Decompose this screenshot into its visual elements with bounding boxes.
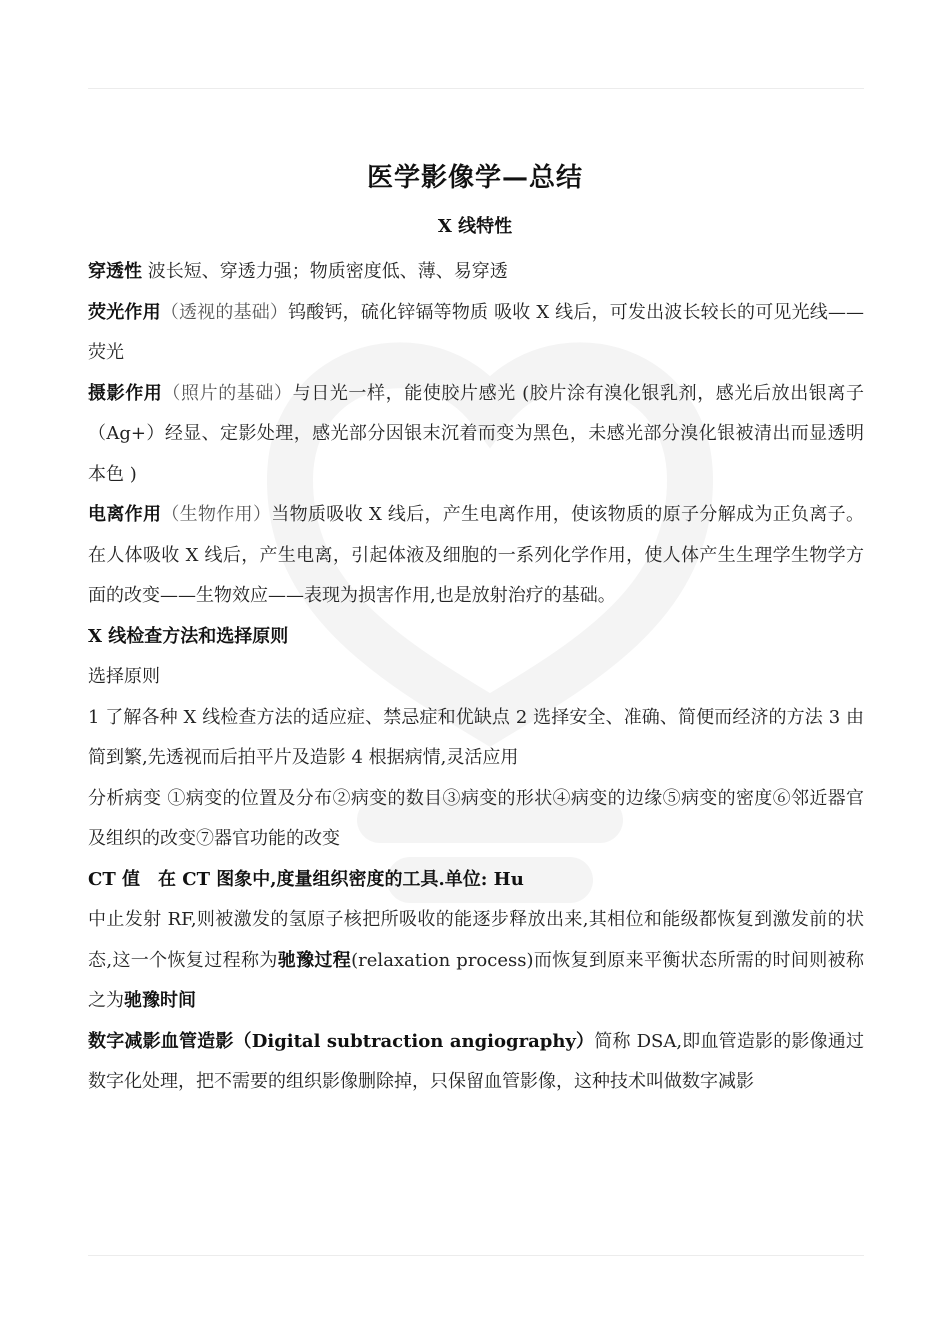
ionization-text: 当物质吸收 X 线后，产生电离作用，使该物质的原子分解成为正负离子。在人体吸收 X 线后，产生电离，引起体液及细胞的一系列化学作用，使人体产生生理学生物学方面的改变——生物效应——表现为损害作用,也是放射治疗的基础。 bbox=[88, 504, 865, 606]
photography-paren: （照片的基础） bbox=[162, 382, 293, 404]
relaxation-text-1: 中止发射 RF,则被激发的氢原子核把所吸收的能逐步释放出来,其相位和能级都恢复到激发前的状态,这一个恢复过程称为 bbox=[88, 909, 864, 971]
relaxation-term-1: 驰豫过程 bbox=[277, 949, 352, 971]
ct-heading: CT 值 在 CT 图象中,度量组织密度的工具.单位: Hu bbox=[88, 868, 524, 890]
relaxation-term-2: 驰豫时间 bbox=[124, 990, 196, 1011]
fluorescence-term: 荧光作用 bbox=[88, 301, 161, 323]
ionization-paragraph bbox=[88, 495, 864, 617]
bottom-divider bbox=[88, 1255, 864, 1256]
dsa-paragraph bbox=[88, 1022, 864, 1103]
section-subtitle: X 线特性 bbox=[437, 216, 513, 237]
fluorescence-paren: （透视的基础） bbox=[160, 301, 289, 323]
methods-heading: X 线检查方法和选择原则 bbox=[88, 625, 289, 647]
photography-paragraph bbox=[88, 374, 864, 496]
page-title: 医学影像学—总结 bbox=[366, 163, 583, 194]
fluorescence-paragraph bbox=[88, 293, 864, 374]
ionization-paren: （生物作用） bbox=[161, 504, 272, 525]
dsa-text: 简称 DSA,即血管造影的影像通过数字化处理，把不需要的组织影像删除掉，只保留血管影像，这种技术叫做数字减影 bbox=[88, 1030, 864, 1092]
ionization-term: 电离作用 bbox=[88, 504, 162, 525]
photography-term: 摄影作用 bbox=[88, 382, 163, 404]
document-body bbox=[88, 252, 864, 1103]
top-divider bbox=[88, 88, 864, 89]
penetration-text: 波长短、穿透力强；物质密度低、薄、易穿透 bbox=[142, 261, 508, 282]
dsa-term: 数字减影血管造影（Digital subtraction angiography） bbox=[88, 1030, 595, 1052]
fluorescence-text: 钨酸钙，硫化锌镉等物质 吸收 X 线后，可发出波长较长的可见光线——荧光 bbox=[88, 301, 865, 363]
relaxation-text-2: (relaxation process)而恢复到原来平衡状态所需的时间则被称之为 bbox=[88, 949, 864, 1011]
principles-label: 选择原则 bbox=[88, 666, 160, 687]
principles-paragraph: 1 了解各种 X 线检查方法的适应症、禁忌症和优缺点 2 选择安全、准确、简便而经济的方法 3 由简到繁,先透视而后拍平片及造影 4 根据病情,灵活应用 bbox=[88, 706, 864, 768]
photography-text: 与日光一样，能使胶片感光 (胶片涂有溴化银乳剂，感光后放出银离子（Ag+）经显、定影处理，感光部分因银末沉着而变为黑色，未感光部分溴化银被清出而显透明本色 ) bbox=[88, 382, 865, 485]
penetration-paragraph bbox=[88, 252, 864, 293]
penetration-term: 穿透性 bbox=[88, 261, 142, 282]
relaxation-paragraph bbox=[88, 900, 864, 1022]
analysis-paragraph: 分析病变 ①病变的位置及分布②病变的数目③病变的形状④病变的边缘⑤病变的密度⑥邻近器官及组织的改变⑦器官功能的改变 bbox=[88, 787, 864, 849]
